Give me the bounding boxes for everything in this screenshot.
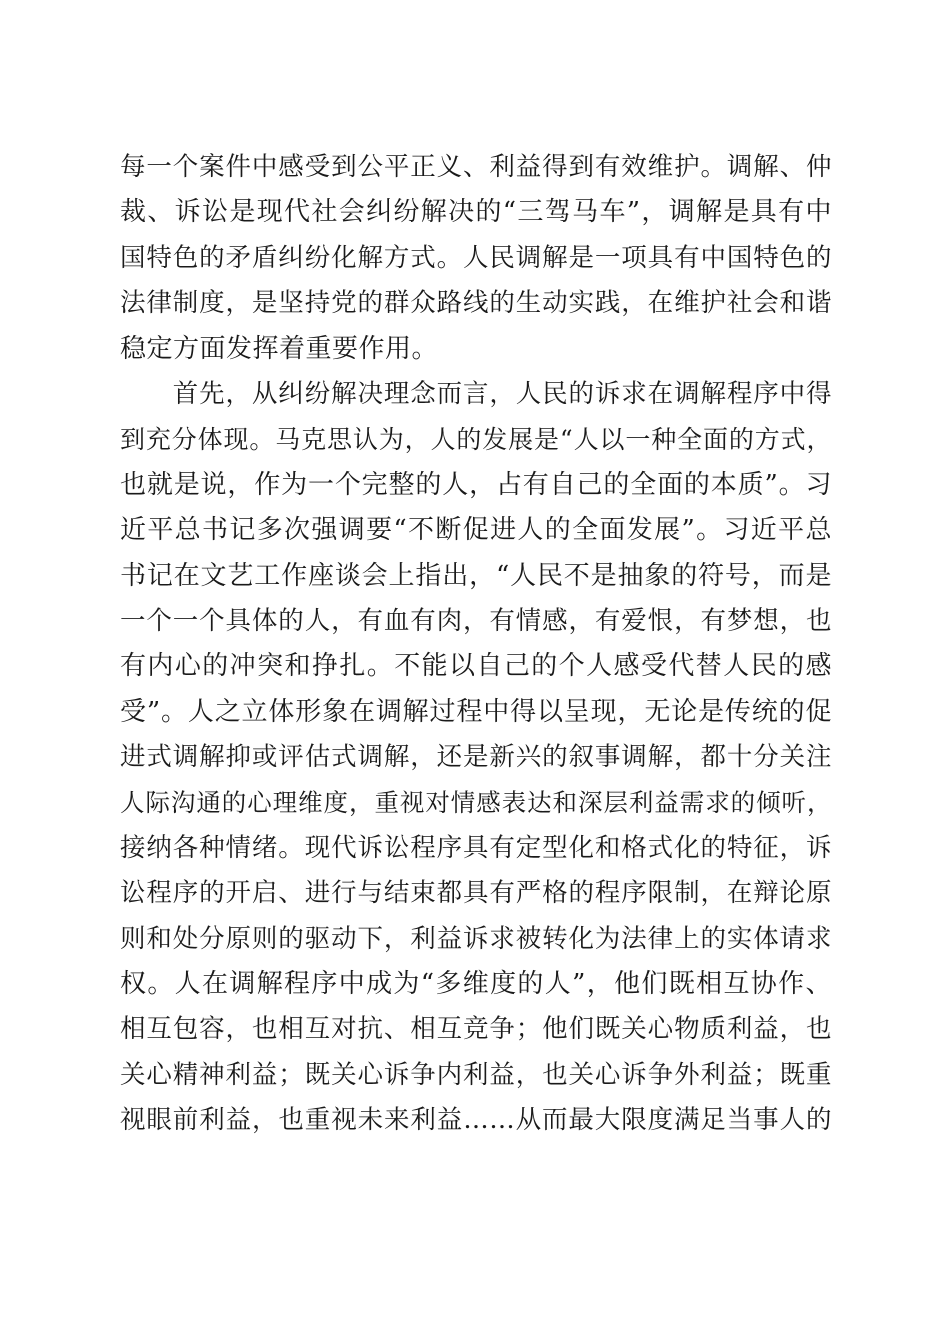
text-line: 稳定方面发挥着重要作用。 xyxy=(120,333,439,364)
text-line: 法律制度，是坚持党的群众路线的生动实践，在维护社会和谐 xyxy=(120,288,832,319)
text-line: 进式调解抑或评估式调解，还是新兴的叙事调解，都十分关注 xyxy=(120,742,832,773)
text-line: 裁、诉讼是现代社会纠纷解决的“三驾马车”，调解是具有中 xyxy=(120,197,832,228)
text-line: 国特色的矛盾纠纷化解方式。人民调解是一项具有中国特色的 xyxy=(120,242,832,273)
text-line: 一个一个具体的人，有血有肉，有情感，有爱恨，有梦想，也 xyxy=(120,605,832,636)
text-line: 书记在文艺工作座谈会上指出，“人民不是抽象的符号，而是 xyxy=(120,560,832,591)
text-line: 有内心的冲突和挣扎。不能以自己的个人感受代替人民的感 xyxy=(120,651,832,682)
text-line: 相互包容，也相互对抗、相互竞争；他们既关心物质利益，也 xyxy=(120,1014,832,1045)
text-line: 接纳各种情绪。现代诉讼程序具有定型化和格式化的特征，诉 xyxy=(120,832,832,863)
text-line: 受”。人之立体形象在调解过程中得以呈现，无论是传统的促 xyxy=(120,696,832,727)
paragraph-2 xyxy=(120,372,832,1144)
text-line: 近平总书记多次强调要“不断促进人的全面发展”。习近平总 xyxy=(120,515,832,546)
body-text xyxy=(120,145,832,1144)
text-line: 权。人在调解程序中成为“多维度的人”，他们既相互协作、 xyxy=(120,969,832,1000)
text-line: 到充分体现。马克思认为，人的发展是“人以一种全面的方式， xyxy=(120,425,832,455)
text-line: 人际沟通的心理维度，重视对情感表达和深层利益需求的倾听， xyxy=(120,788,832,818)
text-line: 关心精神利益；既关心诉争内利益，也关心诉争外利益；既重 xyxy=(120,1059,832,1090)
text-line: 则和处分原则的驱动下，利益诉求被转化为法律上的实体请求 xyxy=(120,923,832,954)
text-line: 也就是说，作为一个完整的人，占有自己的全面的本质”。习 xyxy=(120,469,832,500)
text-line: 每一个案件中感受到公平正义、利益得到有效维护。调解、仲 xyxy=(120,152,832,182)
text-line: 视眼前利益，也重视未来利益……从而最大限度满足当事人的 xyxy=(120,1105,832,1136)
text-line: 讼程序的开启、进行与结束都具有严格的程序限制，在辩论原 xyxy=(120,878,832,909)
text-line: 首先，从纠纷解决理念而言，人民的诉求在调解程序中得 xyxy=(120,378,832,409)
paragraph-1 xyxy=(120,145,832,372)
